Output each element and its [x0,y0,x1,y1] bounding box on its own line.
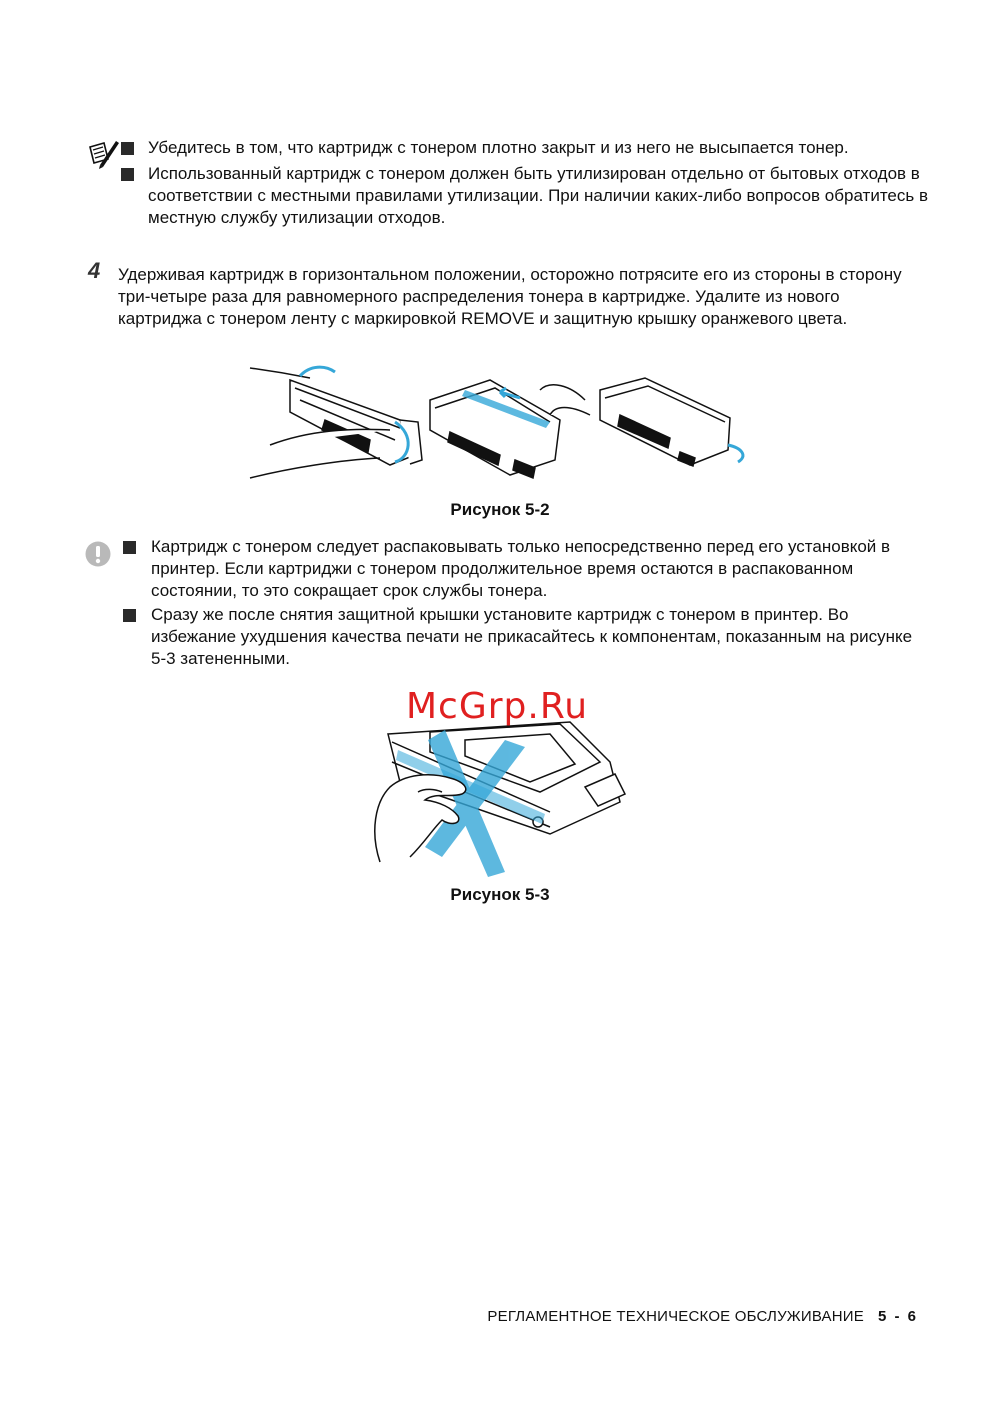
step-number: 4 [88,258,101,283]
caution-bullet-2 [123,609,136,622]
footer-page-number: 5 - 6 [877,1308,918,1325]
caution-item-2: Сразу же после снятия защитной крышки установите картридж с тонером в принтер. Во избежание ухудшения качества печати не прикасайтесь к компонентам, показанным на рисунке 5-3 затененными. [151,605,913,668]
watermark: McGrp.Ru [406,686,589,727]
figure-5-2-caption: Рисунок 5-2 [450,500,550,519]
note-item-2: Использованный картридж с тонером должен быть утилизирован отдельно от бытовых отходов в соответствии с местными правилами утилизации. При наличии каких-либо вопросов обратитесь в местную службу утилизации отходов. [148,164,928,227]
page-footer [487,1308,918,1325]
hand-drawing [375,775,466,862]
caution-icon [85,541,111,567]
figure-5-3-illustration [370,712,635,877]
note-item-1: Убедитесь в том, что картридж с тонером плотно закрыт и из него не высыпается тонер. [148,138,849,157]
caution-item-1: Картридж с тонером следует распаковывать только непосредственно перед его установкой в принтер. Если картриджи с тонером продолжительное время остаются в распакованном состоянии, то это сокращает срок службы тонера. [151,537,891,600]
figure-5-3-caption: Рисунок 5-3 [450,885,550,904]
step-text: Удерживая картридж в горизонтальном положении, осторожно потрясите его из стороны в сторону три-четыре раза для равномерного распределения тонера в картридже. Удалите из нового картриджа с тонером ленту с маркировкой REMOVE и защитную крышку оранжевого цвета. [118,265,902,328]
note-bullet-2 [121,168,134,181]
pen-note-icon [86,137,120,169]
cartridge-remove-cover [600,378,730,466]
figure-5-2-illustration [250,360,760,490]
caution-bullet-1 [123,541,136,554]
footer-section: РЕГЛАМЕНТНОЕ ТЕХНИЧЕСКОЕ ОБСЛУЖИВАНИЕ [487,1308,864,1325]
note-bullet-1 [121,142,134,155]
shake-arrow-top [300,367,335,376]
cover-arrow [728,445,743,462]
